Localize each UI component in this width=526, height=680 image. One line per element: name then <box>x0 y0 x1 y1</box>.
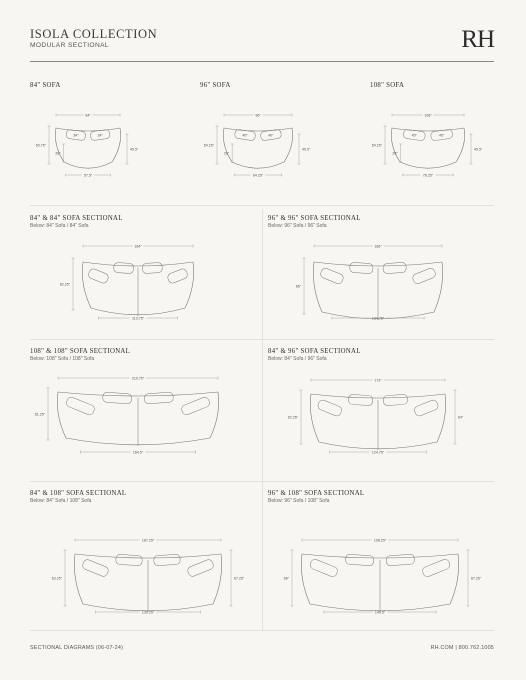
sectional-84-108-title: 84" & 108" SOFA SECTIONAL <box>30 490 127 497</box>
seat-cushion <box>319 267 344 285</box>
right-depth-dimension-label: 67.25" <box>471 576 482 581</box>
bottom-width-dimension-label: 164.5" <box>132 450 144 455</box>
seat-cushion <box>345 554 374 566</box>
seat-cushion <box>154 554 181 566</box>
side-depth-dimension-label: 45.5" <box>474 147 483 152</box>
depth-dimension-label: 62.25" <box>59 282 70 287</box>
seat-cushion <box>348 394 373 406</box>
side-depth-dimension-label: 45.5" <box>130 147 139 152</box>
seat-cushion <box>142 262 162 273</box>
seat-depth-dimension-label: 28" <box>223 151 230 156</box>
right-depth-dimension-label: 67.25" <box>234 576 245 581</box>
seat-cushion <box>65 396 95 416</box>
sofa-outline <box>391 128 464 168</box>
seat-cushion <box>309 558 339 578</box>
side-depth-dimension-label: 45.5" <box>302 147 311 152</box>
bottom-width-dimension-label: 113.75" <box>131 316 145 321</box>
seat-cushion <box>87 268 109 285</box>
cushion-dimension: 45" <box>411 133 417 138</box>
seat-cushion <box>102 392 131 404</box>
seat-cushion <box>144 392 173 404</box>
width-dimension-label: 198.25" <box>373 538 387 543</box>
seat-cushion <box>412 267 437 285</box>
sectional-96-96-subtitle: Below: 96" Sofa / 96" Sofa <box>268 223 327 229</box>
bottom-width-dimension-label: 149.5" <box>374 610 386 615</box>
sofa-96-title: 96" SOFA <box>200 82 231 89</box>
sectional-84-96-subtitle: Below: 84" Sofa / 96" Sofa <box>268 356 327 362</box>
width-dimension-label: 187.25" <box>141 538 155 543</box>
width-dimension-label: 186" <box>374 244 382 249</box>
bottom-width-dimension-label: 139.25" <box>141 610 155 615</box>
seat-cushion <box>167 268 189 285</box>
depth-dimension-label: 54.25" <box>371 143 382 148</box>
sectional-96-96-title: 96" & 96" SOFA SECTIONAL <box>268 215 361 222</box>
sectional-96-108-subtitle: Below: 96" Sofa / 108" Sofa <box>268 498 330 504</box>
seat-cushion <box>317 399 343 417</box>
seat-cushion <box>180 396 210 416</box>
depth-dimension-label: 63.25" <box>51 576 62 581</box>
width-dimension-label: 84" <box>85 113 91 118</box>
bottom-width-dimension-label: 64.25" <box>252 173 264 178</box>
sofa-108-title: 108" SOFA <box>370 82 405 89</box>
bottom-width-dimension-label: 124.75" <box>371 450 385 455</box>
depth-dimension-label: 61.25" <box>34 412 45 417</box>
sectional-84-96-title: 84" & 96" SOFA SECTIONAL <box>268 348 361 355</box>
seat-cushion <box>350 262 374 274</box>
cushion-dimension: 34" <box>97 133 103 138</box>
depth-dimension-label: 54.25" <box>203 143 214 148</box>
bottom-width-dimension-label: 134.75" <box>371 316 385 321</box>
width-dimension-label: 210.75" <box>131 376 145 381</box>
seat-cushion <box>81 558 109 577</box>
cushion-dimension: 40" <box>242 133 248 138</box>
cushion-dimension: 34" <box>73 133 79 138</box>
depth-dimension-label: 62.25" <box>287 415 298 420</box>
cushion-dimension: 40" <box>268 133 274 138</box>
depth-dimension-label: 66" <box>295 284 301 289</box>
seat-depth-dimension-label: 28" <box>392 151 398 156</box>
seat-cushion <box>421 558 451 578</box>
seat-cushion <box>187 558 215 577</box>
sectional-84-84-subtitle: Below: 84" Sofa / 84" Sofa <box>30 223 89 229</box>
rh-logo: RH <box>461 26 494 53</box>
page-title: ISOLA COLLECTION <box>30 27 158 41</box>
seat-cushion <box>113 262 133 273</box>
right-depth-dimension-label: 64" <box>458 415 464 420</box>
cushion-dimension: 45" <box>439 133 445 138</box>
footer-left: SECTIONAL DIAGRAMS (06-07-24) <box>30 645 124 651</box>
sectional-84-84-title: 84" & 84" SOFA SECTIONAL <box>30 215 123 222</box>
sectional-84-108-subtitle: Below: 84" Sofa / 108" Sofa <box>30 498 92 504</box>
seat-cushion <box>386 554 415 566</box>
seat-cushion <box>116 554 143 566</box>
sectional-108-108-subtitle: Below: 108" Sofa / 108" Sofa <box>30 356 95 362</box>
seat-cushion <box>383 262 407 274</box>
width-dimension-label: 164" <box>134 244 142 249</box>
width-dimension-label: 173" <box>374 378 382 383</box>
width-dimension-label: 96" <box>255 113 261 118</box>
width-dimension-label: 108" <box>424 113 432 118</box>
footer-right: RH.COM | 800.762.1005 <box>430 645 494 651</box>
depth-dimension-label: 66" <box>283 576 289 581</box>
bottom-width-dimension-label: 76.25" <box>422 173 434 178</box>
sofa-outline <box>223 128 292 168</box>
seat-cushion <box>413 399 439 417</box>
sofa-84-title: 84" SOFA <box>30 82 61 89</box>
seat-cushion <box>383 394 408 406</box>
depth-dimension-label: 50.75" <box>35 143 46 148</box>
sectional-96-108-title: 96" & 108" SOFA SECTIONAL <box>268 490 365 497</box>
seat-depth-dimension-label: 28" <box>55 151 61 156</box>
sectional-108-108-title: 108" & 108" SOFA SECTIONAL <box>30 348 131 355</box>
page-subtitle: MODULAR SECTIONAL <box>30 42 109 49</box>
bottom-width-dimension-label: 57.5" <box>83 173 93 178</box>
